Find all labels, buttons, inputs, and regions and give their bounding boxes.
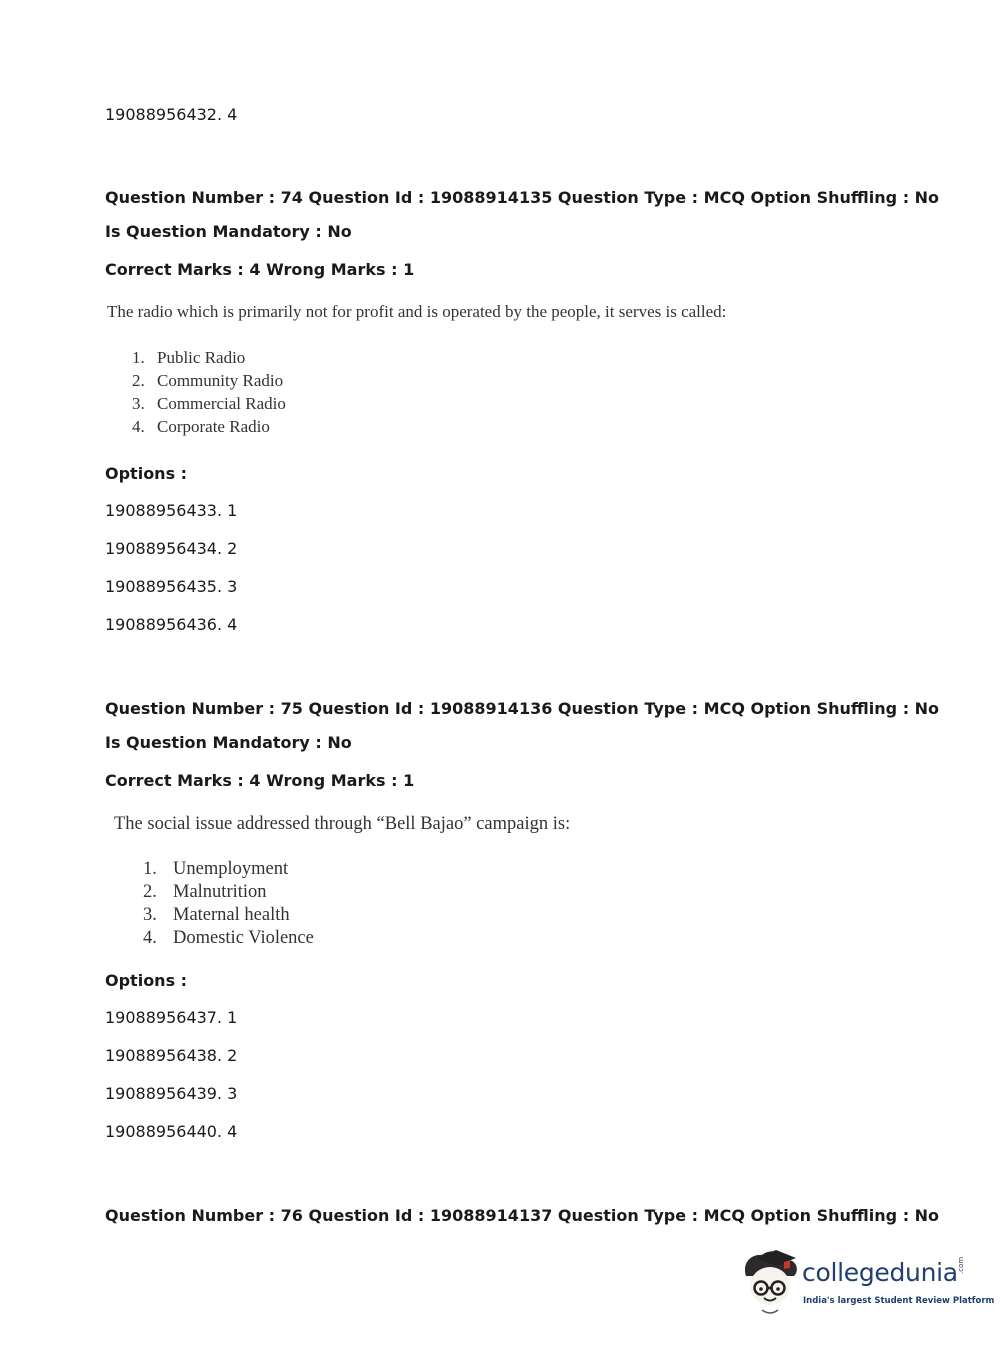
choice-number: 1. xyxy=(143,859,157,879)
question-mandatory: Is Question Mandatory : No xyxy=(105,222,352,241)
question-mandatory: Is Question Mandatory : No xyxy=(105,733,352,752)
choice-text: Community Radio xyxy=(157,371,284,390)
options-label: Options : xyxy=(105,464,188,483)
question-header: Question Number : 76 Question Id : 19088914137 Question Type : MCQ Option Shuffling : No xyxy=(105,1206,940,1225)
options-label: Options : xyxy=(105,971,188,990)
question-stem: The social issue addressed through “Bell Bajao” campaign is: xyxy=(114,814,571,834)
choice-text: Public Radio xyxy=(157,348,246,367)
choice-number: 2. xyxy=(143,882,157,902)
choice-number: 2. xyxy=(132,371,145,390)
choice-number: 4. xyxy=(132,417,145,436)
choice-number: 3. xyxy=(143,905,157,925)
choice-number: 3. xyxy=(132,394,145,413)
question-header: Question Number : 75 Question Id : 19088914136 Question Type : MCQ Option Shuffling : No xyxy=(105,699,940,718)
logo-domain-suffix: .com xyxy=(957,1256,965,1274)
option-id: 19088956435. 3 xyxy=(105,577,238,596)
previous-option: 19088956432. 4 xyxy=(105,105,238,124)
choice-list xyxy=(132,348,432,440)
question-header: Question Number : 74 Question Id : 19088914135 Question Type : MCQ Option Shuffling : No xyxy=(105,188,940,207)
choice-text: Commercial Radio xyxy=(157,394,286,413)
choice-text: Maternal health xyxy=(173,905,290,925)
option-id: 19088956434. 2 xyxy=(105,539,238,558)
option-id: 19088956438. 2 xyxy=(105,1046,238,1065)
choice-list xyxy=(143,859,463,953)
logo-wordmark: collegedunia xyxy=(802,1258,958,1287)
option-id: 19088956439. 3 xyxy=(105,1084,238,1103)
choice-number: 1. xyxy=(132,348,145,367)
option-id: 19088956440. 4 xyxy=(105,1122,238,1141)
mascot-icon xyxy=(740,1246,802,1318)
question-marks: Correct Marks : 4 Wrong Marks : 1 xyxy=(105,260,415,279)
collegedunia-logo xyxy=(740,1246,995,1318)
logo-tagline: India's largest Student Review Platform xyxy=(803,1296,995,1306)
choice-text: Malnutrition xyxy=(173,882,267,902)
choice-number: 4. xyxy=(143,928,157,948)
option-id: 19088956436. 4 xyxy=(105,615,238,634)
choice-text: Unemployment xyxy=(173,859,289,879)
option-id: 19088956433. 1 xyxy=(105,501,238,520)
choice-text: Domestic Violence xyxy=(173,928,314,948)
question-marks: Correct Marks : 4 Wrong Marks : 1 xyxy=(105,771,415,790)
option-id: 19088956437. 1 xyxy=(105,1008,238,1027)
question-stem: The radio which is primarily not for profit and is operated by the people, it serves is called: xyxy=(107,302,727,321)
choice-text: Corporate Radio xyxy=(157,417,270,436)
